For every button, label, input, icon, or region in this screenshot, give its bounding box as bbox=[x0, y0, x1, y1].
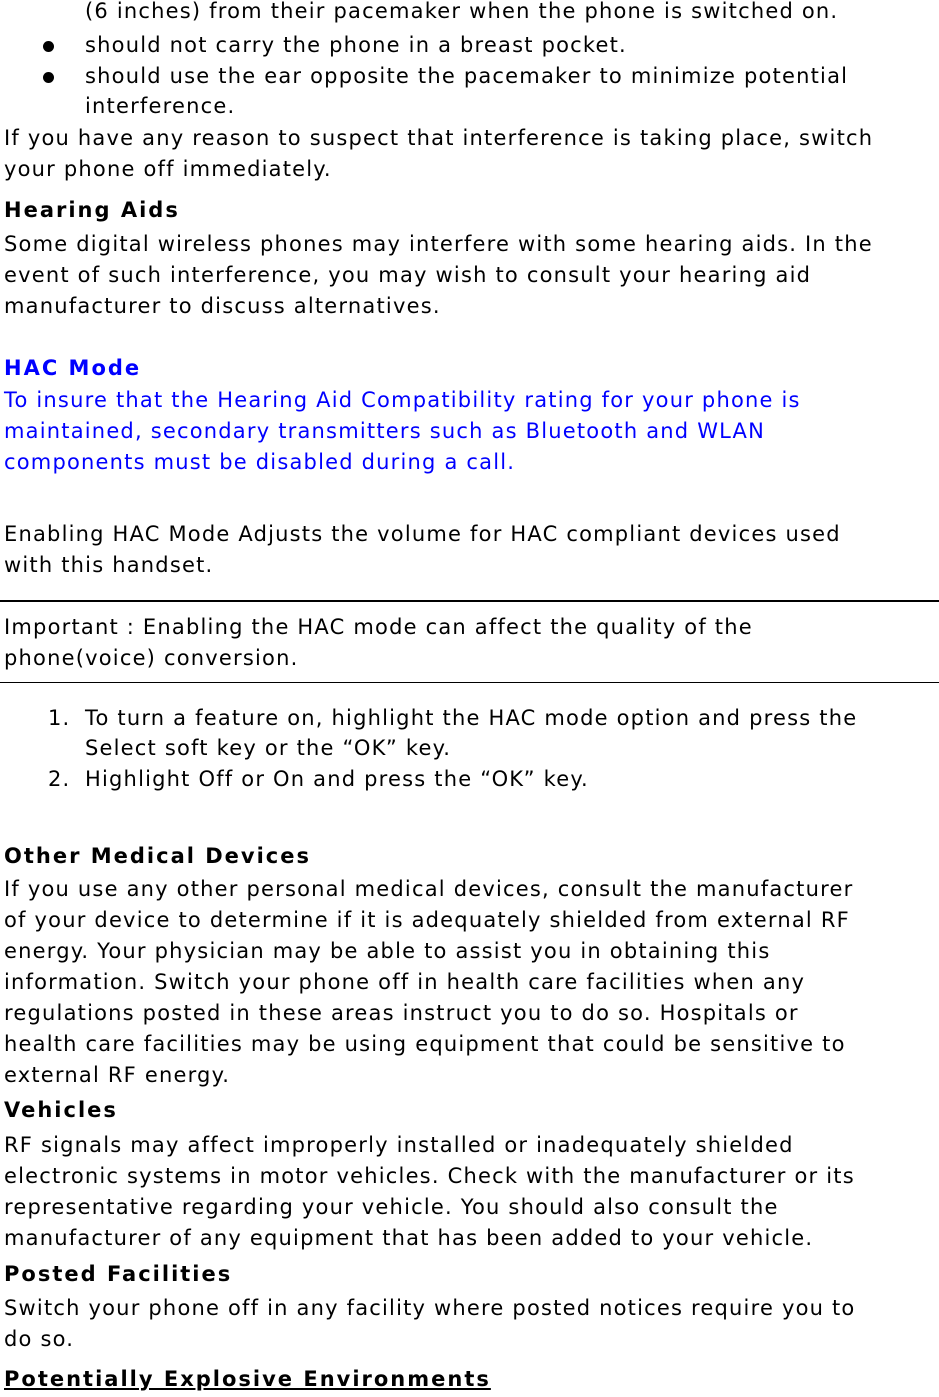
section-heading-hearing-aids: Hearing Aids bbox=[4, 198, 180, 222]
paragraph-line: electronic systems in motor vehicles. Check with the manufacturer or its bbox=[4, 1164, 855, 1188]
paragraph-line: manufacturer of any equipment that has been added to your vehicle. bbox=[4, 1226, 814, 1250]
step-text: To turn a feature on, highlight the HAC mode option and press the bbox=[85, 706, 858, 730]
bullet-item: should use the ear opposite the pacemaker to minimize potential bbox=[85, 64, 849, 88]
section-heading-hac-mode: HAC Mode bbox=[4, 356, 142, 380]
paragraph-line: components must be disabled during a call. bbox=[4, 450, 516, 474]
paragraph-line: RF signals may affect improperly installed or inadequately shielded bbox=[4, 1133, 794, 1157]
paragraph-line: representative regarding your vehicle. You should also consult the bbox=[4, 1195, 779, 1219]
paragraph-line: energy. Your physician may be able to assist you in obtaining this bbox=[4, 939, 771, 963]
paragraph-line: If you use any other personal medical devices, consult the manufacturer bbox=[4, 877, 854, 901]
section-heading-other-medical-devices: Other Medical Devices bbox=[4, 844, 312, 868]
step-number: 2. bbox=[48, 767, 71, 791]
pacemaker-continuation: (6 inches) from their pacemaker when the phone is switched on. bbox=[85, 0, 839, 23]
paragraph-line: of your device to determine if it is adequately shielded from external RF bbox=[4, 908, 850, 932]
section-heading-vehicles: Vehicles bbox=[4, 1098, 118, 1122]
step-text: Select soft key or the “OK” key. bbox=[85, 736, 452, 760]
bullet-item: should not carry the phone in a breast pocket. bbox=[85, 33, 627, 57]
paragraph-line: health care facilities may be using equipment that could be sensitive to bbox=[4, 1032, 846, 1056]
section-heading-potentially-explosive-environments: Potentially Explosive Environments bbox=[4, 1367, 491, 1391]
paragraph-line: external RF energy. bbox=[4, 1063, 231, 1087]
bullet-icon bbox=[43, 41, 54, 52]
step-number: 1. bbox=[48, 706, 71, 730]
divider-rule bbox=[0, 600, 939, 602]
paragraph-line: Some digital wireless phones may interfere with some hearing aids. In the bbox=[4, 232, 873, 256]
paragraph-line: regulations posted in these areas instruct you to do so. Hospitals or bbox=[4, 1001, 799, 1025]
step-text: Highlight Off or On and press the “OK” key. bbox=[85, 767, 589, 791]
paragraph-line: To insure that the Hearing Aid Compatibility rating for your phone is bbox=[4, 388, 801, 412]
section-heading-posted-facilities: Posted Facilities bbox=[4, 1262, 233, 1286]
paragraph-line: information. Switch your phone off in health care facilities when any bbox=[4, 970, 806, 994]
paragraph-line: do so. bbox=[4, 1327, 75, 1351]
divider-rule bbox=[0, 682, 939, 683]
paragraph-line: Enabling HAC Mode Adjusts the volume for HAC compliant devices used bbox=[4, 522, 841, 546]
paragraph-line: event of such interference, you may wish to consult your hearing aid bbox=[4, 263, 812, 287]
paragraph-line: your phone off immediately. bbox=[4, 157, 332, 181]
bullet-item-continuation: interference. bbox=[85, 94, 236, 118]
paragraph-line: manufacturer to discuss alternatives. bbox=[4, 294, 441, 318]
paragraph-line: Switch your phone off in any facility where posted notices require you to bbox=[4, 1296, 856, 1320]
paragraph-line: If you have any reason to suspect that interference is taking place, switch bbox=[4, 126, 874, 150]
paragraph-line: maintained, secondary transmitters such as Bluetooth and WLAN bbox=[4, 419, 766, 443]
paragraph-line: with this handset. bbox=[4, 553, 214, 577]
important-note-line: Important : Enabling the HAC mode can affect the quality of the bbox=[4, 615, 753, 639]
important-note-line: phone(voice) conversion. bbox=[4, 646, 299, 670]
bullet-icon bbox=[43, 72, 54, 83]
